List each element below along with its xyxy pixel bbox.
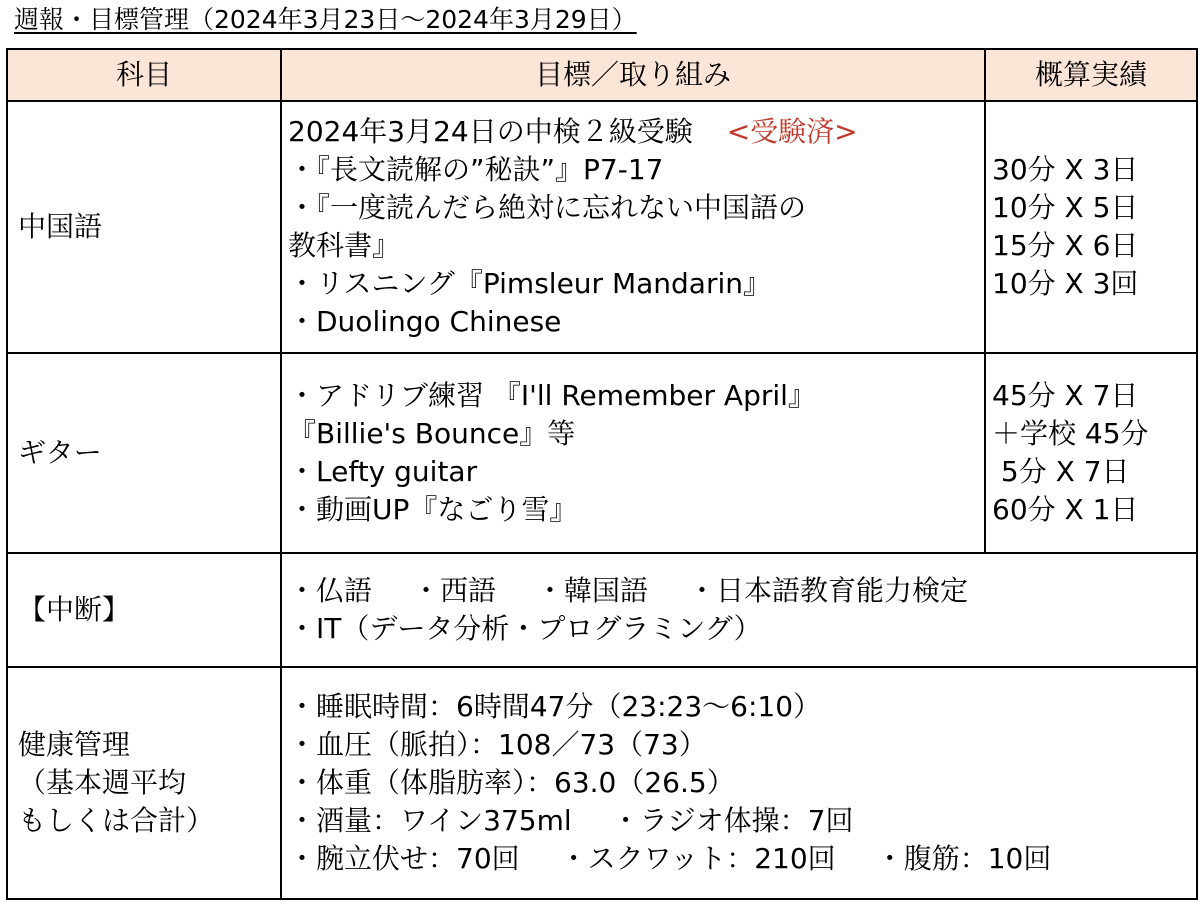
time-line: 60分 X 1日 [992,493,1139,526]
goal-line: 教科書』 [288,229,401,262]
goal-line: ・動画UP『なごり雪』 [288,493,578,526]
goal-line [288,840,1196,878]
health-situps: ・腹筋：10回 [875,842,1052,875]
subject-paused: 【中断】 [7,553,281,667]
goal-line: ・『一度読んだら絶対に忘れない中国語の [288,191,807,224]
header-subject: 科目 [7,49,281,101]
table-row-health [7,667,1197,899]
health-radio-exercise: ・ラジオ体操：7回 [611,804,854,837]
subject-guitar: ギター [7,353,281,553]
time-line: 10分 X 5日 [992,191,1139,224]
goal-line [288,802,1196,840]
table-row-chinese [7,101,1197,353]
exam-status-badge: <受験済> [726,115,858,148]
exam-goal: 2024年3月24日の中検２級受験 [288,115,693,148]
time-line: 30分 X 3日 [992,153,1139,186]
time-line: 45分 X 7日 [992,379,1139,412]
health-squats: ・スクワット：210回 [559,842,836,875]
time-line: 15分 X 6日 [992,229,1139,262]
goals-chinese [281,101,985,353]
subject-health [7,667,281,899]
subject-line: （基本週平均 [18,766,187,799]
goal-line: ・『長文読解の”秘訣”』P7-17 [288,153,664,186]
health-blood-pressure: ・血圧（脈拍）：108／73（73） [288,728,707,761]
goals-guitar [281,353,985,553]
paused-item-spanish: ・西語 [412,574,497,607]
goal-line: ・Lefty guitar [288,455,478,488]
goal-line: ・リスニング『Pimsleur Mandarin』 [288,267,771,300]
table-row-paused [7,553,1197,667]
table-row-guitar [7,353,1197,553]
paused-item-french: ・仏語 [288,574,373,607]
time-guitar [985,353,1197,553]
goal-line: 『Billie's Bounce』等 [288,417,576,450]
header-time: 概算実績 [985,49,1197,101]
goal-line: ・Duolingo Chinese [288,305,562,338]
time-line: 5分 X 7日 [992,455,1130,488]
health-pushups: ・腕立伏せ：70回 [288,842,520,875]
subject-line: もしくは合計） [18,804,215,837]
header-goals: 目標／取り組み [281,49,985,101]
subject-line: 健康管理 [18,728,131,761]
goals-health [281,667,1197,899]
time-line: ＋学校 45分 [992,417,1149,450]
goal-line: ・アドリブ練習 『I'll Remember April』 [288,379,816,412]
subject-chinese: 中国語 [7,101,281,353]
goal-line: ・IT（データ分析・プログラミング） [288,612,762,645]
goal-line [288,572,1196,610]
goals-paused [281,553,1197,667]
page-title: 週報・目標管理（2024年3月23日～2024年3月29日） [14,5,637,34]
weekly-report-table [6,48,1198,900]
health-weight: ・体重（体脂肪率）：63.0（26.5） [288,766,735,799]
health-alcohol: ・酒量：ワイン375ml [288,804,572,837]
table-header-row [7,49,1197,101]
health-sleep: ・睡眠時間：6時間47分（23:23～6:10） [288,690,822,723]
paused-item-japanese-teaching: ・日本語教育能力検定 [688,574,969,607]
goal-line [288,113,984,151]
time-line: 10分 X 3回 [992,267,1139,300]
time-chinese [985,101,1197,353]
paused-item-korean: ・韓国語 [536,574,649,607]
